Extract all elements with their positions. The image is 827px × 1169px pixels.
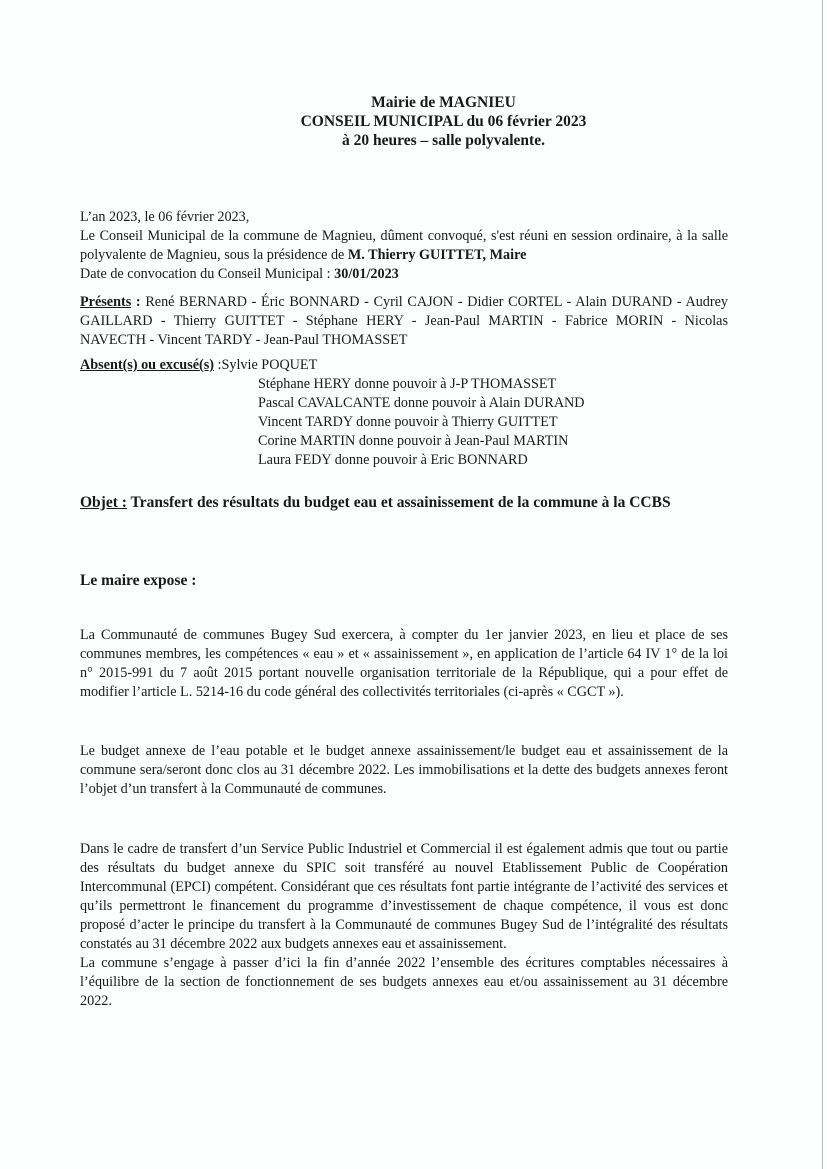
absent-entry: Corine MARTIN donne pouvoir à Jean-Paul MARTIN [258, 433, 569, 449]
paragraph-transfert-text: Dans le cadre de transfert d’un Service Public Industriel et Commercial il est également admis que tout ou partie des résultats du budget annexe du SPIC soit transféré au nouvel Etablissement Public de Coopération Intercommunal (EPCI) compétent. Considérant que ces résultats font partie intégrante de l’activité des services et qu’ils permettront le financement du programme d’investissement de chaque compétence, il vous est donc proposé d’acter le principe du transfert à la Communauté de communes Bugey Sud de l’intégralité des résultats constatés au 31 décembre 2022 aux budgets annexes eau et assainissement. [80, 841, 728, 952]
objet-heading [80, 493, 728, 513]
intro-sentence-text: Le Conseil Municipal de la commune de Magnieu, dûment convoqué, s'est réuni en session ordinaire, à la salle polyvalente de Magnieu, sous la présidence de [80, 228, 728, 263]
intro-sentence [80, 227, 728, 265]
intro-section [80, 208, 728, 284]
intro-date: L’an 2023, le 06 février 2023, [80, 209, 250, 225]
paragraph-budgets-clos: Le budget annexe de l’eau potable et le budget annexe assainissement/le budget eau et assainissement de la commune sera/seront donc clos au 31 décembre 2022. Les immobilisations et la dette des budgets annexes feront l’objet d’un transfert à la Communauté de communes. [80, 743, 728, 797]
absent-entry: Vincent TARDY donne pouvoir à Thierry GUITTET [258, 414, 558, 430]
absents-label: Absent(s) ou excusé(s) [80, 357, 214, 373]
objet-text: Transfert des résultats du budget eau et assainissement de la commune à la CCBS [126, 494, 671, 511]
presents-label: Présents [80, 294, 132, 310]
header-lieu: à 20 heures – salle polyvalente. [342, 132, 545, 149]
presents-names: René BERNARD - Éric BONNARD - Cyril CAJON - Didier CORTEL - Alain DURAND - Audrey GAILLARD - Thierry GUITTET - Stéphane HERY - Jean-Paul MARTIN - Fabrice MORIN - Nicolas NAVECTH - Vincent TARDY - Jean-Paul THOMASSET [80, 294, 728, 348]
header-conseil: CONSEIL MUNICIPAL du 06 février 2023 [300, 113, 587, 130]
paragraph-engagement: La commune s’engage à passer d’ici la fin d’année 2022 l’ensemble des écritures comptables nécessaires à l’équilibre de la section de fonctionnement de ses budgets annexes eau et/ou assainissement au 31 décembre 2022. [80, 955, 728, 1009]
absents-label-wrap [80, 356, 222, 375]
convocation-label: Date de convocation du Conseil Municipal : [80, 266, 335, 282]
president-name: M. Thierry GUITTET, Maire [347, 247, 527, 263]
expose-heading: Le maire expose : [80, 572, 197, 589]
convocation-line [80, 265, 728, 284]
absents-separator: : [214, 357, 222, 373]
page-edge [822, 0, 823, 1169]
document-header [0, 93, 827, 150]
presents-separator: : [131, 294, 146, 310]
absents-first-row [80, 356, 728, 375]
absents-section [80, 356, 728, 470]
header-mairie: Mairie de MAGNIEU [371, 94, 516, 111]
objet-label: Objet : [80, 494, 127, 511]
absent-entry: Pascal CAVALCANTE donne pouvoir à Alain DURAND [258, 395, 585, 411]
paragraph-competences: La Communauté de communes Bugey Sud exercera, à compter du 1er janvier 2023, en lieu et place de ses communes membres, les compétences « eau » et « assainissement », en application de l’article 64 IV 1° de la loi n° 2015-991 du 7 août 2015 portant nouvelle organisation territoriale de la République, qui a pour effet de modifier l’article L. 5214-16 du code général des collectivités territoriales (ci-après « CGCT »). [80, 627, 728, 700]
presents-section [80, 293, 728, 350]
absent-entry: Laura FEDY donne pouvoir à Eric BONNARD [258, 452, 528, 468]
convocation-date: 30/01/2023 [334, 266, 399, 282]
absent-entry: Stéphane HERY donne pouvoir à J-P THOMASSET [258, 376, 557, 392]
absent-entry: Sylvie POQUET [221, 357, 318, 373]
paragraph-transfert [80, 840, 728, 1011]
